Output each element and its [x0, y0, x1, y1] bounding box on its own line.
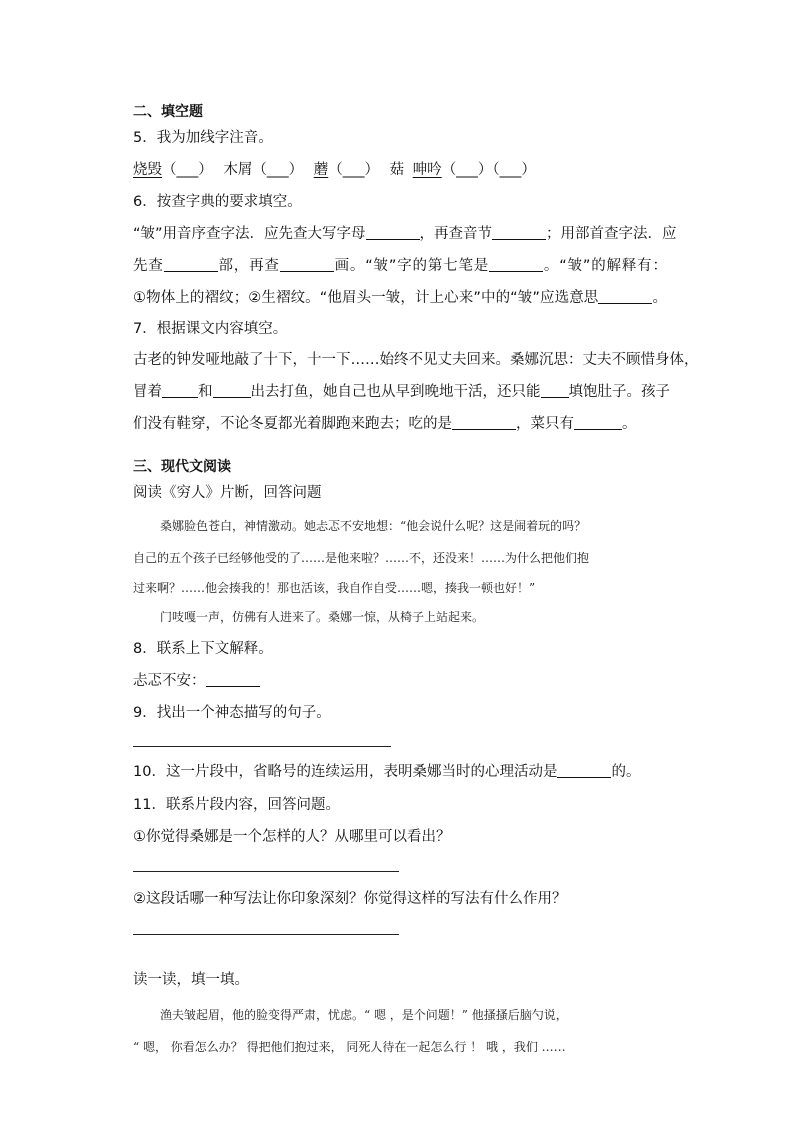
answer-blank[interactable] [213, 383, 251, 398]
q6-text: 。 [652, 290, 668, 306]
q7-text: 填饱肚子。孩子 [568, 384, 670, 400]
q8-term-line [133, 671, 260, 691]
reading-intro: 阅读《穷人》片断，回答问题 [133, 485, 322, 501]
q5-word-4: 菇 [389, 162, 405, 178]
answer-blank[interactable] [452, 415, 516, 430]
q11-answer-line-2[interactable] [133, 934, 399, 935]
passage-line-1: 桑娜脸色苍白，神情激动。她忐忑不安地想：“他会说什么呢？这是闹着玩的吗？ [160, 519, 587, 533]
answer-blank[interactable] [574, 415, 622, 430]
answer-blank[interactable] [489, 257, 543, 272]
answer-blank[interactable] [598, 289, 652, 304]
q6-line-3 [133, 288, 667, 308]
section-title-modern-reading: 三、现代文阅读 [133, 459, 231, 475]
q6-text: ，再查音节 [419, 226, 493, 242]
passage-line-4: 门吱嘎一声，仿佛有人进来了。桑娜一惊，从椅子上站起来。 [160, 610, 485, 624]
answer-blank[interactable] [280, 257, 334, 272]
passage-line-2: 自己的五个孩子已经够他受的了……是他来啦？……不，还没来！……为什么把他们抱 [133, 551, 590, 565]
passage-line-3: 过来啊？……他会揍我的！那也活该，我自作自受……嗯，揍我一顿也好！” [133, 581, 536, 595]
q6-text: ①物体上的褶纹；②生褶纹。“他眉头一皱，计上心来”中的“皱”应选意思 [133, 290, 599, 306]
q7-line-1: 古老的钟发哑地敲了十下，十一下……始终不见丈夫回来。桑娜沉思：丈夫不顾惜身体， [133, 352, 699, 368]
q11-answer-line-1[interactable] [133, 871, 399, 872]
q5-paren-2: （___） [252, 162, 304, 178]
q6-text: 。“皱”的解释有： [543, 258, 668, 274]
q7-stem: 7．根据课文内容填空。 [133, 321, 288, 337]
q7-text: ，菜只有 [516, 416, 574, 432]
q7-text: 们没有鞋穿，不论冬夏都光着脚跑来跑去；吃的是 [133, 416, 452, 432]
q5-word-3: 蘑 [313, 162, 329, 178]
q10-text: 的。 [611, 764, 641, 780]
answer-blank[interactable] [206, 672, 260, 687]
q7-text: 。 [622, 416, 637, 432]
q6-text: 部，再查 [217, 258, 280, 274]
q6-line-2 [133, 256, 667, 276]
q11-stem: 11．联系片段内容，回答问题。 [133, 797, 340, 813]
answer-blank[interactable] [164, 257, 218, 272]
q5-paren-3: （___） [328, 162, 379, 178]
q9-stem: 9．找出一个神态描写的句子。 [133, 705, 331, 721]
q6-line-1 [133, 224, 677, 244]
answer-blank[interactable] [366, 225, 420, 240]
q6-text: 先查 [133, 258, 164, 274]
q9-answer-line[interactable] [133, 746, 391, 747]
q5-word-2: 木屑 [223, 162, 253, 178]
q6-text: 画。“皱”字的第七笔是 [333, 258, 490, 274]
answer-blank[interactable] [492, 225, 546, 240]
answer-blank[interactable] [541, 383, 569, 398]
q6-text: “皱”用音序查字法．应先查大写字母 [133, 226, 366, 242]
answer-blank[interactable] [162, 383, 198, 398]
q8-stem: 8．联系上下文解释。 [133, 641, 273, 657]
q5-stem: 5．我为加线字注音。 [133, 130, 273, 146]
q10-line [133, 762, 640, 782]
q6-stem: 6．按查字典的要求填空。 [133, 194, 302, 210]
q7-line-2 [133, 382, 670, 402]
q6-text: ；用部首查字法．应 [546, 226, 677, 242]
answer-blank[interactable] [557, 763, 611, 778]
q5-word-5: 呻吟 [412, 162, 442, 178]
q7-text: 出去打鱼，她自己也从早到晚地干活，还只能 [250, 384, 541, 400]
q5-paren-1: （___） [162, 162, 213, 178]
q10-text: 10．这一片段中，省略号的连续运用，表明桑娜当时的心理活动是 [133, 764, 558, 780]
reading2-line-1: 渔夫皱起眉，他的脸变得严肃，忧虑。“ 嗯 ，是个问题！” 他搔搔后脑勺说， [160, 1008, 568, 1022]
q11-sub-1: ①你觉得桑娜是一个怎样的人？从哪里可以看出？ [133, 829, 451, 845]
q8-term: 忐忑不安： [133, 673, 206, 689]
section-title-fill-blank: 二、填空题 [133, 104, 203, 120]
q7-text: 和 [198, 384, 213, 400]
q5-word-1: 烧毁 [133, 162, 162, 178]
q7-text: 冒着 [133, 384, 162, 400]
reading2-intro: 读一读，填一填。 [133, 972, 249, 988]
q5-paren-4: （___）（___） [441, 162, 536, 178]
q7-line-3 [133, 414, 637, 434]
q11-sub-2: ②这段话哪一种写法让你印象深刻？你觉得这样的写法有什么作用？ [133, 891, 567, 907]
reading2-line-2: “ 嗯， 你看怎么办？ 得把他们抱过来， 同死人待在一起怎么行 ！ 哦 ，我们 …… [133, 1040, 566, 1054]
q5-line [133, 160, 536, 180]
